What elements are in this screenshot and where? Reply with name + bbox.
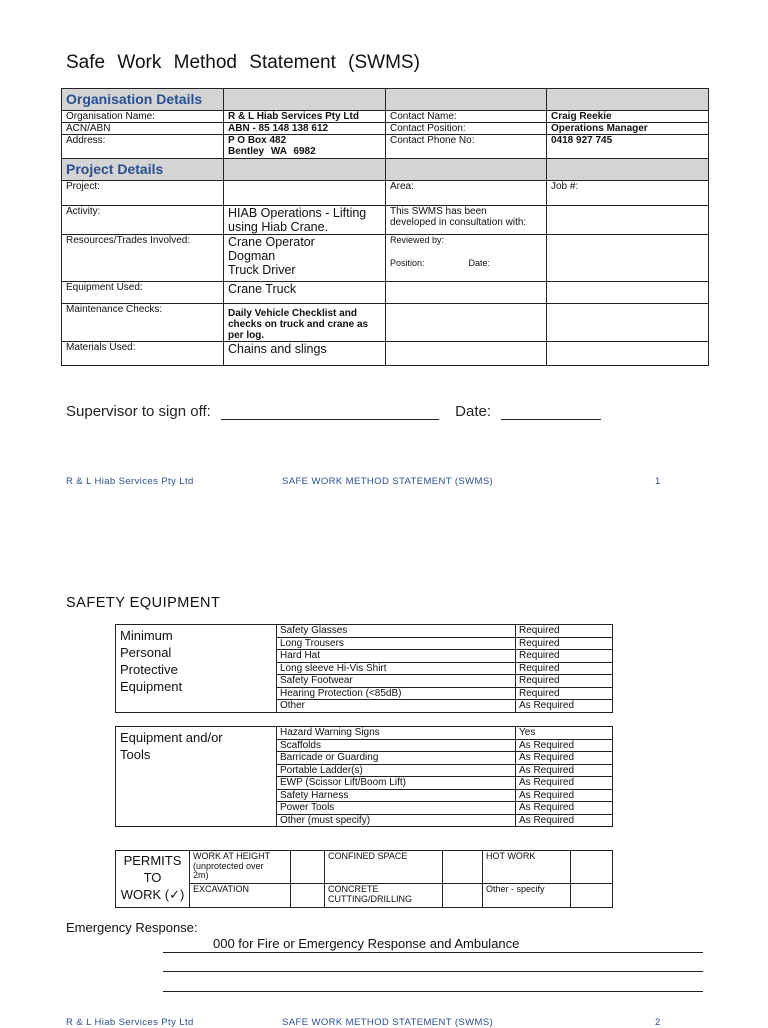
permit-work-at-height: WORK AT HEIGHT (unprotected over 2m)	[190, 851, 291, 884]
job-label: Job #:	[547, 181, 709, 206]
project-value	[224, 181, 386, 206]
ppe-item: Other	[277, 700, 516, 713]
permit-concrete-check[interactable]	[443, 884, 483, 908]
tool-status: As Required	[516, 777, 613, 790]
ppe-item: Safety Footwear	[277, 675, 516, 688]
emergency-label: Emergency Response:	[66, 920, 198, 935]
permit-hot-work: HOT WORK	[483, 851, 571, 884]
ppe-category: Minimum Personal Protective Equipment	[116, 625, 277, 713]
ppe-status: Required	[516, 637, 613, 650]
ppe-status: As Required	[516, 700, 613, 713]
maintenance-label: Maintenance Checks:	[62, 304, 224, 342]
ppe-status: Required	[516, 650, 613, 663]
contact-name-label: Contact Name:	[386, 111, 547, 123]
abn-value: ABN - 85 148 138 612	[224, 123, 386, 135]
safety-equipment-title: SAFETY EQUIPMENT	[66, 595, 221, 611]
tool-status: As Required	[516, 789, 613, 802]
tool-item: Hazard Warning Signs	[277, 727, 516, 740]
supervisor-signoff	[66, 403, 601, 420]
ppe-table	[115, 624, 613, 713]
org-section-header: Organisation Details	[62, 89, 224, 111]
activity-value: HIAB Operations - Lifting using Hiab Crane.	[224, 206, 386, 235]
tool-item: Portable Ladder(s)	[277, 764, 516, 777]
area-label: Area:	[386, 181, 547, 206]
address-label: Address:	[62, 135, 224, 159]
contact-position-label: Contact Position:	[386, 123, 547, 135]
ppe-item: Safety Glasses	[277, 625, 516, 638]
tool-status: As Required	[516, 802, 613, 815]
project-label: Project:	[62, 181, 224, 206]
tool-status: As Required	[516, 764, 613, 777]
footer-doc-title: SAFE WORK METHOD STATEMENT (SWMS)	[282, 476, 494, 487]
tools-category: Equipment and/or Tools	[116, 727, 277, 827]
tool-item: Scaffolds	[277, 739, 516, 752]
permit-excavation-check[interactable]	[291, 884, 325, 908]
date-label: Date:	[468, 258, 491, 268]
permit-concrete: CONCRETE CUTTING/DRILLING	[325, 884, 443, 908]
ppe-status: Required	[516, 675, 613, 688]
permit-confined-space: CONFINED SPACE	[325, 851, 443, 884]
footer-page-number: 2	[655, 1017, 661, 1028]
tool-item: EWP (Scissor Lift/Boom Lift)	[277, 777, 516, 790]
ppe-item: Long sleeve Hi-Vis Shirt	[277, 662, 516, 675]
consultation-value	[547, 206, 709, 235]
permit-work-at-height-check[interactable]	[291, 851, 325, 884]
equipment-value: Crane Truck	[224, 282, 386, 304]
emergency-line	[163, 952, 703, 953]
ppe-item: Hard Hat	[277, 650, 516, 663]
footer-company: R & L Hiab Services Pty Ltd	[66, 1017, 194, 1028]
tool-status: As Required	[516, 752, 613, 765]
tool-status: As Required	[516, 739, 613, 752]
project-section-header: Project Details	[62, 159, 224, 181]
supervisor-signature-line[interactable]	[221, 407, 439, 420]
supervisor-label: Supervisor to sign off:	[66, 403, 211, 420]
permit-other-check[interactable]	[571, 884, 613, 908]
contact-name-value: Craig Reekie	[547, 111, 709, 123]
permit-confined-space-check[interactable]	[443, 851, 483, 884]
footer-page-number: 1	[655, 476, 661, 487]
reviewed-label: Reviewed by:	[390, 235, 445, 245]
ppe-status: Required	[516, 662, 613, 675]
page-title: Safe Work Method Statement (SWMS)	[66, 52, 420, 73]
emergency-line[interactable]	[163, 991, 703, 992]
reviewed-cell	[386, 235, 547, 282]
permits-category: PERMITS TO WORK (✓)	[116, 851, 190, 908]
maintenance-value: Daily Vehicle Checklist and checks on truck and crane as per log.	[224, 304, 386, 342]
emergency-line[interactable]	[163, 971, 703, 972]
signoff-date-line[interactable]	[501, 407, 601, 420]
footer-company: R & L Hiab Services Pty Ltd	[66, 476, 194, 487]
footer-doc-title: SAFE WORK METHOD STATEMENT (SWMS)	[282, 1017, 494, 1028]
ppe-status: Required	[516, 625, 613, 638]
emergency-text: 000 for Fire or Emergency Response and Ambulance	[213, 936, 520, 951]
tool-item: Safety Harness	[277, 789, 516, 802]
address-value: P O Box 482 Bentley WA 6982	[224, 135, 386, 159]
reviewed-value	[547, 235, 709, 282]
org-name-value: R & L Hiab Services Pty Ltd	[224, 111, 386, 123]
consultation-label: This SWMS has been developed in consultation with:	[386, 206, 547, 235]
org-project-table	[61, 88, 709, 366]
contact-position-value: Operations Manager	[547, 123, 709, 135]
permit-other: Other - specify	[483, 884, 571, 908]
signoff-date-label: Date:	[455, 403, 492, 420]
permits-table	[115, 850, 613, 908]
equipment-label: Equipment Used:	[62, 282, 224, 304]
activity-label: Activity:	[62, 206, 224, 235]
materials-label: Materials Used:	[62, 342, 224, 366]
abn-label: ACN/ABN	[62, 123, 224, 135]
ppe-status: Required	[516, 687, 613, 700]
resources-value: Crane Operator Dogman Truck Driver	[224, 235, 386, 282]
tool-status: As Required	[516, 814, 613, 827]
tools-table	[115, 726, 613, 827]
ppe-item: Long Trousers	[277, 637, 516, 650]
tool-item: Power Tools	[277, 802, 516, 815]
org-name-label: Organisation Name:	[62, 111, 224, 123]
permit-hot-work-check[interactable]	[571, 851, 613, 884]
tool-item: Barricade or Guarding	[277, 752, 516, 765]
ppe-item: Hearing Protection (<85dB)	[277, 687, 516, 700]
permit-excavation: EXCAVATION	[190, 884, 291, 908]
phone-value: 0418 927 745	[547, 135, 709, 159]
position-label: Position:	[390, 258, 425, 268]
materials-value: Chains and slings	[224, 342, 386, 366]
phone-label: Contact Phone No:	[386, 135, 547, 159]
tool-status: Yes	[516, 727, 613, 740]
tool-item: Other (must specify)	[277, 814, 516, 827]
resources-label: Resources/Trades Involved:	[62, 235, 224, 282]
